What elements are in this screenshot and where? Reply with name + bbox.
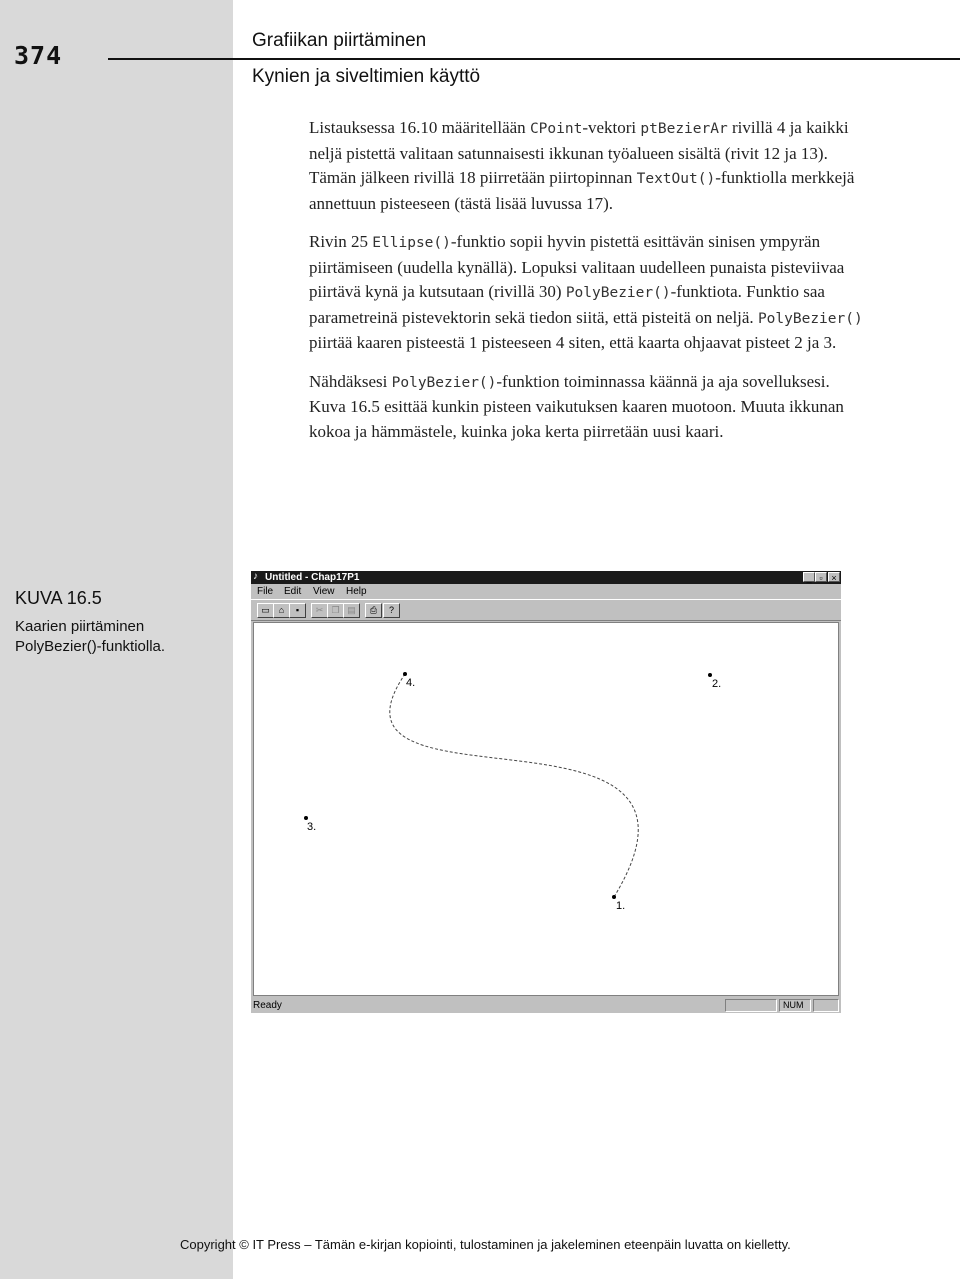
point-label-4: 4. [406, 677, 416, 689]
control-point-4 [403, 672, 407, 676]
control-point-3 [304, 816, 308, 820]
status-panel-empty [725, 999, 777, 1012]
text-run: Listauksessa 16.10 määritellään [309, 118, 530, 137]
menu-edit[interactable]: Edit [284, 586, 302, 597]
text-run: -funktiolla merkkejä annettuun pisteeseen (tästä lisää luvussa 17). [309, 168, 855, 213]
paragraph-1 [309, 116, 869, 216]
status-text: Ready [253, 1000, 282, 1011]
page-number: 374 [14, 41, 63, 70]
code-run: PolyBezier() [757, 310, 863, 327]
code-run: PolyBezier() [565, 285, 671, 301]
text-run: rivillä 4 ja kaikki neljä pistettä valitaan satunnaisesti ikkunan työalueen sisältä (rivit 12 ja 13). Tämän jälkeen rivillä 18 piirretään piirtopinnan [309, 118, 849, 187]
save-icon[interactable]: ▪ [289, 603, 306, 618]
cut-icon[interactable]: ✂ [311, 603, 328, 618]
figure-caption-line: Kaarien piirtäminen [15, 618, 145, 635]
figure-label: KUVA 16.5 [15, 588, 102, 608]
minimize-button[interactable]: _ [803, 572, 815, 582]
paste-icon[interactable]: ▤ [343, 603, 360, 618]
chapter-title: Grafiikan piirtäminen [252, 30, 427, 51]
text-run: -funktio sopii hyvin pistettä esittävän sinisen ympyrän piirtämiseen (uudella kynällä). Lopuksi valitaan uudelleen punaista pisteviivaa piirtävä kynä ja kutsutaan (rivillä 30) [309, 232, 845, 301]
paragraph-2 [309, 230, 869, 356]
open-icon[interactable]: ⌂ [273, 603, 290, 618]
section-title: Kynien ja siveltimien käyttö [252, 66, 481, 87]
bezier-canvas [254, 623, 838, 995]
bezier-curve [390, 674, 638, 897]
app-window [251, 571, 841, 1013]
status-num: NUM [779, 999, 811, 1012]
text-run: piirtää kaaren pisteestä 1 pisteeseen 4 siten, että kaarta ohjaavat pisteet 2 ja 3. [309, 333, 837, 352]
code-run: TextOut() [636, 171, 716, 187]
help-icon[interactable]: ? [383, 603, 400, 618]
code-run: ptBezierAr [640, 121, 728, 137]
figure-caption [15, 588, 215, 657]
text-run: -funktion toiminnassa käännä ja aja sovelluksesi. Kuva 16.5 esittää kunkin pisteen vaikutuksen kaaren muotoon. Muuta ikkunan kokoa ja hämmästele, kuinka joka kerta piirretään uusi kaari. [309, 371, 844, 441]
code-run: CPoint [529, 121, 583, 137]
control-point-1 [612, 895, 616, 899]
new-icon[interactable]: ▭ [257, 603, 274, 618]
header-rule [108, 58, 960, 60]
paragraph-3 [309, 370, 869, 445]
control-point-2 [708, 673, 712, 677]
point-label-1: 1. [616, 900, 626, 912]
code-run: PolyBezier() [391, 374, 497, 391]
text-run: Rivin 25 [309, 232, 373, 251]
status-bar [251, 998, 841, 1013]
status-panel-empty [813, 999, 839, 1012]
window-title: Untitled - Chap17P1 [265, 572, 360, 583]
point-label-3: 3. [307, 821, 317, 833]
menu-file[interactable]: File [257, 586, 274, 597]
text-run: Nähdäksesi [309, 371, 392, 391]
menu-bar [251, 584, 841, 599]
close-button[interactable]: × [828, 572, 840, 582]
client-area[interactable] [253, 622, 839, 996]
menu-view[interactable]: View [313, 586, 335, 597]
footer-copyright: Copyright © IT Press – Tämän e-kirjan kopiointi, tulostaminen ja jakeleminen eteenpäin luvatta on kielletty. [180, 1237, 791, 1252]
app-icon: ♪ [253, 571, 258, 582]
toolbar [251, 599, 841, 621]
text-run: -vektori [582, 118, 641, 137]
print-icon[interactable]: ⎙ [365, 603, 382, 618]
menu-help[interactable]: Help [346, 586, 367, 597]
code-run: Ellipse() [372, 235, 451, 251]
text-run: -funktiota. Funktio saa parametreinä pistevektorin sekä tiedon siitä, että pisteitä on neljä. [309, 282, 825, 327]
title-bar[interactable] [251, 571, 841, 584]
restore-button[interactable]: ▫ [815, 572, 827, 582]
point-label-2: 2. [712, 678, 722, 690]
copy-icon[interactable]: ❐ [327, 603, 344, 618]
figure-caption-line: PolyBezier()-funktiolla. [15, 638, 166, 655]
body-text [309, 116, 869, 458]
